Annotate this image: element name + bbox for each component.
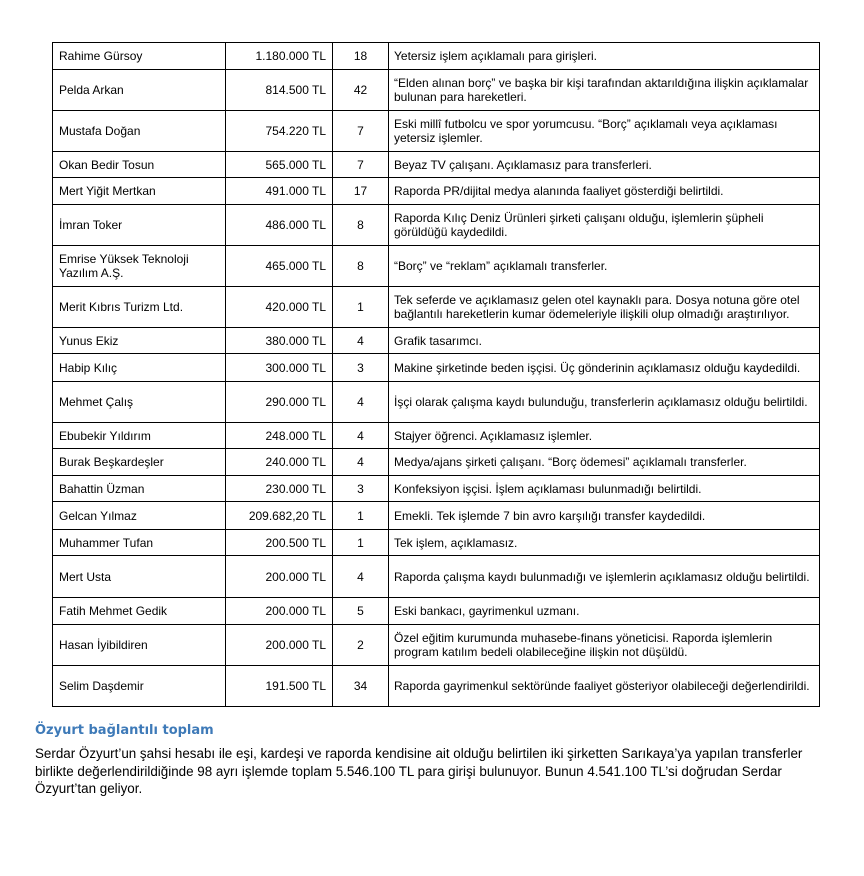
- cell-count: 34: [333, 666, 389, 707]
- cell-amount: 1.180.000 TL: [226, 43, 333, 70]
- cell-name: Hasan İyibildiren: [53, 625, 226, 666]
- cell-note: Emekli. Tek işlemde 7 bin avro karşılığı transfer kaydedildi.: [389, 502, 820, 530]
- cell-name: Mert Usta: [53, 556, 226, 598]
- cell-amount: 209.682,20 TL: [226, 502, 333, 530]
- cell-count: 7: [333, 152, 389, 178]
- cell-amount: 200.500 TL: [226, 530, 333, 556]
- cell-note: Raporda çalışma kaydı bulunmadığı ve işlemlerin açıklamasız olduğu belirtildi.: [389, 556, 820, 598]
- table-row: [53, 382, 820, 423]
- cell-count: 4: [333, 449, 389, 476]
- transfers-table-body: [53, 43, 820, 707]
- cell-count: 7: [333, 111, 389, 152]
- cell-name: Bahattin Üzman: [53, 476, 226, 502]
- cell-count: 4: [333, 423, 389, 449]
- cell-amount: 290.000 TL: [226, 382, 333, 423]
- cell-note: Beyaz TV çalışanı. Açıklamasız para transferleri.: [389, 152, 820, 178]
- section-heading: Özyurt bağlantılı toplam: [35, 723, 214, 738]
- table-row: [53, 625, 820, 666]
- cell-amount: 230.000 TL: [226, 476, 333, 502]
- cell-count: 3: [333, 354, 389, 382]
- cell-name: Mert Yiğit Mertkan: [53, 178, 226, 205]
- cell-count: 1: [333, 502, 389, 530]
- cell-name: Muhammer Tufan: [53, 530, 226, 556]
- cell-amount: 200.000 TL: [226, 598, 333, 625]
- cell-count: 8: [333, 246, 389, 287]
- table-row: [53, 449, 820, 476]
- cell-count: 3: [333, 476, 389, 502]
- table-row: [53, 287, 820, 328]
- cell-amount: 200.000 TL: [226, 625, 333, 666]
- cell-amount: 240.000 TL: [226, 449, 333, 476]
- cell-name: Rahime Gürsoy: [53, 43, 226, 70]
- cell-count: 5: [333, 598, 389, 625]
- cell-name: Burak Beşkardeşler: [53, 449, 226, 476]
- cell-amount: 465.000 TL: [226, 246, 333, 287]
- cell-name: Yunus Ekiz: [53, 328, 226, 354]
- cell-note: Makine şirketinde beden işçisi. Üç gönderinin açıklamasız olduğu kaydedildi.: [389, 354, 820, 382]
- cell-amount: 300.000 TL: [226, 354, 333, 382]
- transfers-table: [52, 42, 820, 707]
- cell-name: Habip Kılıç: [53, 354, 226, 382]
- cell-name: Merit Kıbrıs Turizm Ltd.: [53, 287, 226, 328]
- cell-note: Raporda Kılıç Deniz Ürünleri şirketi çalışanı olduğu, işlemlerin şüpheli görüldüğü kaydedildi.: [389, 205, 820, 246]
- table-row: [53, 423, 820, 449]
- cell-note: Stajyer öğrenci. Açıklamasız işlemler.: [389, 423, 820, 449]
- cell-amount: 814.500 TL: [226, 70, 333, 111]
- cell-count: 4: [333, 382, 389, 423]
- cell-amount: 486.000 TL: [226, 205, 333, 246]
- cell-note: “Elden alınan borç” ve başka bir kişi tarafından aktarıldığına ilişkin açıklamalar bulunan para hareketleri.: [389, 70, 820, 111]
- table-row: [53, 476, 820, 502]
- cell-name: Gelcan Yılmaz: [53, 502, 226, 530]
- table-row: [53, 354, 820, 382]
- cell-name: Pelda Arkan: [53, 70, 226, 111]
- table-row: [53, 246, 820, 287]
- table-row: [53, 70, 820, 111]
- cell-name: Ebubekir Yıldırım: [53, 423, 226, 449]
- cell-count: 18: [333, 43, 389, 70]
- table-row: [53, 556, 820, 598]
- table-row: [53, 205, 820, 246]
- cell-note: “Borç” ve “reklam” açıklamalı transferler.: [389, 246, 820, 287]
- table-row: [53, 152, 820, 178]
- cell-count: 1: [333, 530, 389, 556]
- cell-amount: 191.500 TL: [226, 666, 333, 707]
- table-row: [53, 111, 820, 152]
- cell-note: Özel eğitim kurumunda muhasebe-finans yöneticisi. Raporda işlemlerin program katılım bedeli olabileceğine ilişkin not düşüldü.: [389, 625, 820, 666]
- cell-note: Eski millî futbolcu ve spor yorumcusu. “Borç” açıklamalı veya açıklaması yetersiz işlemler.: [389, 111, 820, 152]
- table-row: [53, 530, 820, 556]
- cell-name: Emrise Yüksek Teknoloji Yazılım A.Ş.: [53, 246, 226, 287]
- cell-note: Medya/ajans şirketi çalışanı. “Borç ödemesi” açıklamalı transferler.: [389, 449, 820, 476]
- cell-count: 4: [333, 556, 389, 598]
- cell-note: Grafik tasarımcı.: [389, 328, 820, 354]
- cell-name: Mustafa Doğan: [53, 111, 226, 152]
- section-paragraph: Serdar Özyurt’un şahsi hesabı ile eşi, kardeşi ve raporda kendisine ait olduğu belirtilen iki şirketten Sarıkaya’ya yapılan transferler birlikte değerlendirildiğinde 98 ayrı işlemde toplam 5.546.100 TL para girişi bulunuyor. Bunun 4.541.100 TL’si doğrudan Serdar Özyurt’tan geliyor.: [35, 746, 803, 796]
- cell-name: Fatih Mehmet Gedik: [53, 598, 226, 625]
- cell-amount: 491.000 TL: [226, 178, 333, 205]
- cell-amount: 754.220 TL: [226, 111, 333, 152]
- table-row: [53, 178, 820, 205]
- cell-name: Selim Daşdemir: [53, 666, 226, 707]
- cell-note: Tek işlem, açıklamasız.: [389, 530, 820, 556]
- table-row: [53, 666, 820, 707]
- cell-note: Eski bankacı, gayrimenkul uzmanı.: [389, 598, 820, 625]
- cell-amount: 420.000 TL: [226, 287, 333, 328]
- cell-note: Raporda PR/dijital medya alanında faaliyet gösterdiği belirtildi.: [389, 178, 820, 205]
- table-row: [53, 43, 820, 70]
- table-row: [53, 502, 820, 530]
- cell-count: 4: [333, 328, 389, 354]
- cell-count: 17: [333, 178, 389, 205]
- cell-name: İmran Toker: [53, 205, 226, 246]
- cell-note: İşçi olarak çalışma kaydı bulunduğu, transferlerin açıklamasız olduğu belirtildi.: [389, 382, 820, 423]
- table-row: [53, 328, 820, 354]
- cell-count: 1: [333, 287, 389, 328]
- cell-note: Yetersiz işlem açıklamalı para girişleri.: [389, 43, 820, 70]
- cell-note: Tek seferde ve açıklamasız gelen otel kaynaklı para. Dosya notuna göre otel bağlantılı hareketlerin kumar ödemeleriyle ilişkili olup olmadığı araştırılıyor.: [389, 287, 820, 328]
- cell-note: Konfeksiyon işçisi. İşlem açıklaması bulunmadığı belirtildi.: [389, 476, 820, 502]
- cell-count: 8: [333, 205, 389, 246]
- cell-name: Mehmet Çalış: [53, 382, 226, 423]
- cell-amount: 565.000 TL: [226, 152, 333, 178]
- cell-count: 42: [333, 70, 389, 111]
- cell-amount: 200.000 TL: [226, 556, 333, 598]
- table-row: [53, 598, 820, 625]
- cell-amount: 248.000 TL: [226, 423, 333, 449]
- cell-count: 2: [333, 625, 389, 666]
- cell-note: Raporda gayrimenkul sektöründe faaliyet gösteriyor olabileceği değerlendirildi.: [389, 666, 820, 707]
- cell-amount: 380.000 TL: [226, 328, 333, 354]
- cell-name: Okan Bedir Tosun: [53, 152, 226, 178]
